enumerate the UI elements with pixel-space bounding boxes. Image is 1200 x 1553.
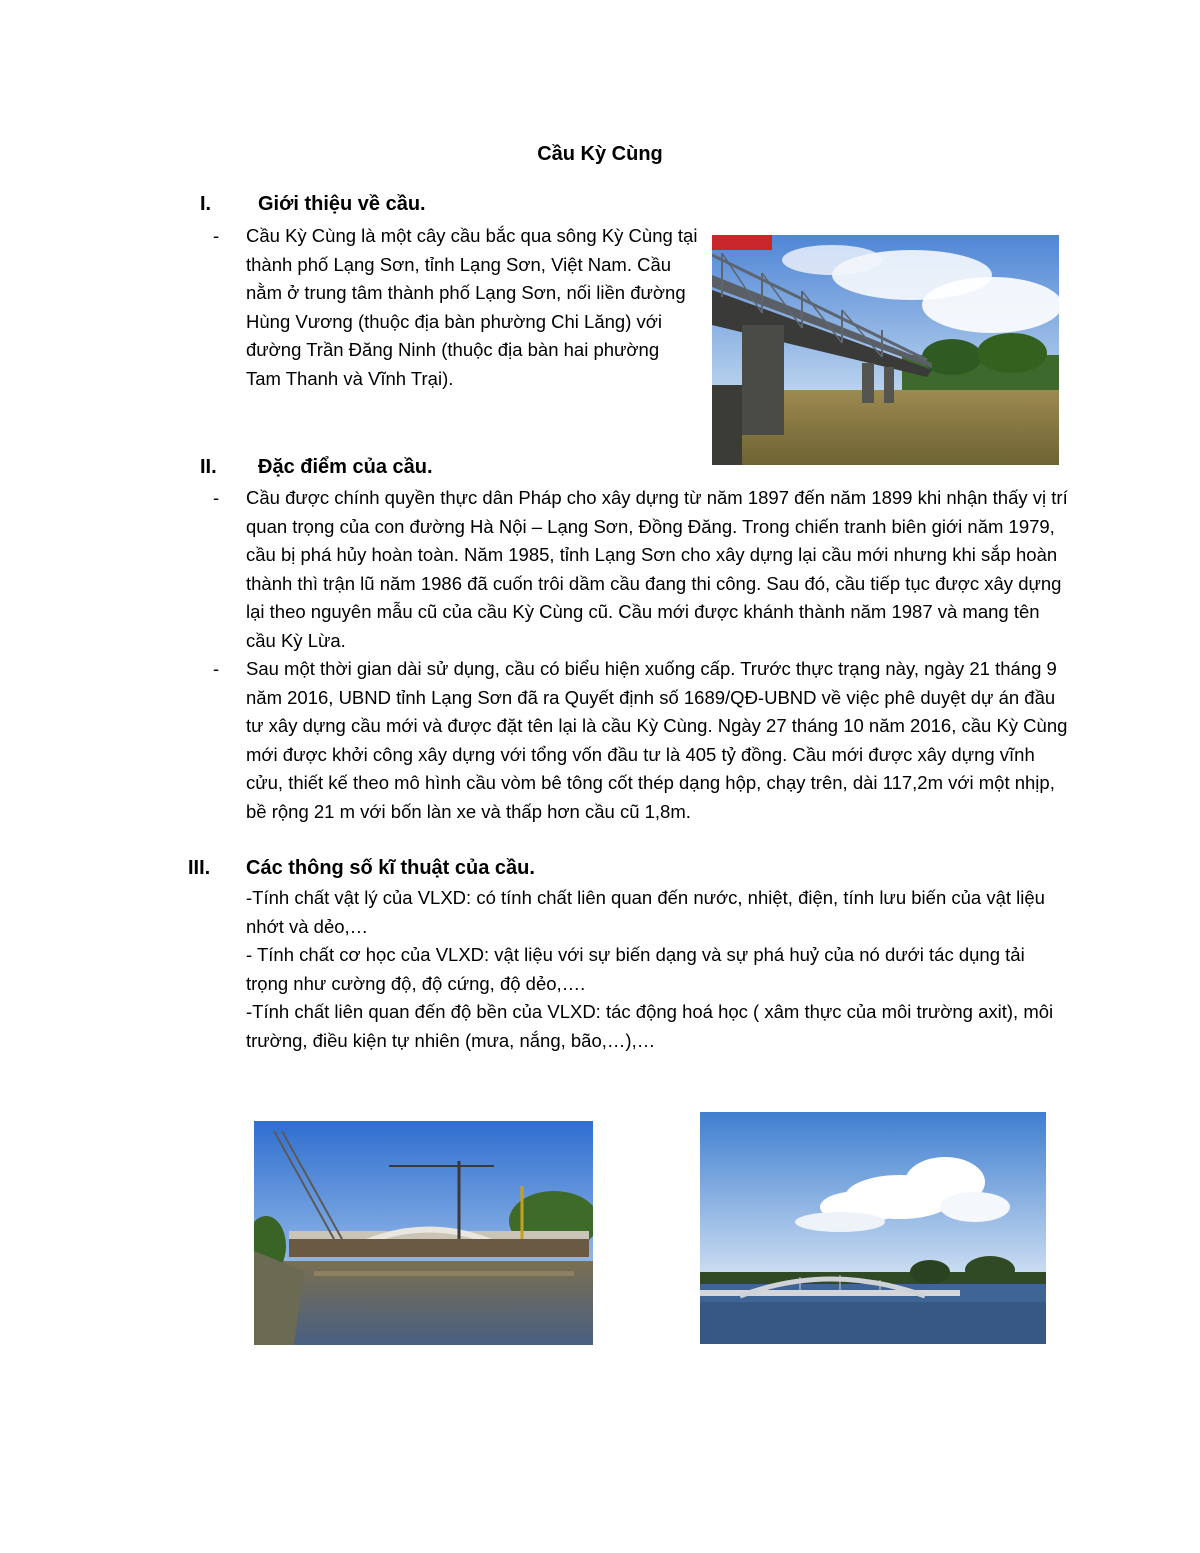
section-2-numeral: II. (200, 456, 217, 478)
section-1-bullet-1-text: Cầu Kỳ Cùng là một cây cầu bắc qua sông Kỳ Cùng tại thành phố Lạng Sơn, tỉnh Lạng Sơn, Việt Nam. Cầu nằm ở trung tâm thành phố Lạng Sơn, nối liền đường Hùng Vương (thuộc địa bàn phường Chi Lăng) với đường Trần Đăng Ninh (thuộc địa bàn hai phường Tam Thanh và Vĩnh Trại). (246, 225, 698, 389)
section-3-title: Các thông số kĩ thuật của cầu. (246, 857, 535, 879)
section-1-numeral: I. (200, 193, 212, 215)
new-bridge-photo (700, 1112, 1046, 1344)
section-1-title: Giới thiệu về cầu. (258, 193, 426, 215)
section-2-title: Đặc điểm của cầu. (258, 456, 433, 478)
section-2-bullet-1-text: Cầu được chính quyền thực dân Pháp cho xây dựng từ năm 1897 đến năm 1899 khi nhận thấy vị trí quan trọng của con đường Hà Nội – Lạng Sơn, Đồng Đăng. Trong chiến tranh biên giới năm 1979, cầu bị phá hủy hoàn toàn. Năm 1985, tỉnh Lạng Sơn cho xây dựng lại cầu mới nhưng khi sắp hoàn thành thì trận lũ năm 1986 đã cuốn trôi dầm cầu đang thi công. Sau đó, cầu tiếp tục được xây dựng lại theo nguyên mẫu cũ của cầu Kỳ Cùng cũ. Cầu mới được khánh thành năm 1987 và mang tên cầu Kỳ Lừa. (246, 487, 1068, 651)
bullet-dash: - (213, 487, 220, 508)
section-3-line-2: - Tính chất cơ học của VLXD: vật liệu với sự biến dạng và sự phá huỷ của nó dưới tác dụng tải trọng như cường độ, độ cứng, độ dẻo,…. (246, 944, 1025, 994)
section-3-heading (188, 857, 788, 885)
construction-photo (254, 1121, 593, 1345)
section-2-bullet-2-text: Sau một thời gian dài sử dụng, cầu có biểu hiện xuống cấp. Trước thực trạng này, ngày 21 tháng 9 năm 2016, UBND tỉnh Lạng Sơn đã ra Quyết định số 1689/QĐ-UBND về việc phê duyệt dự án đầu tư xây dựng cầu mới và được đặt tên lại là cầu Kỳ Cùng. Ngày 27 tháng 10 năm 2016, cầu Kỳ Cùng mới được khởi công xây dựng với tổng vốn đầu tư là 405 tỷ đồng. Cầu mới được xây dựng vĩnh cửu, thiết kế theo mô hình cầu vòm bê tông cốt thép dạng hộp, chạy trên, dài 117,2m với một nhịp, bề rộng 21 m với bốn làn xe và thấp hơn cầu cũ 1,8m. (246, 658, 1068, 822)
bullet-dash: - (213, 225, 220, 246)
section-3-line-1: -Tính chất vật lý của VLXD: có tính chất liên quan đến nước, nhiệt, điện, tính lưu biến của vật liệu nhớt và dẻo,… (246, 887, 1045, 937)
steel-truss-bridge-icon (712, 235, 1059, 465)
arch-bridge-clouds-icon (700, 1112, 1046, 1344)
page-title: Cầu Kỳ Cùng (537, 143, 663, 165)
section-3-line-3: -Tính chất liên quan đến độ bền của VLXD: tác động hoá học ( xâm thực của môi trường axit), môi trường, điều kiện tự nhiên (mưa, nắng, bão,…),… (246, 1001, 1054, 1051)
section-1-heading (200, 193, 700, 221)
bullet-dash: - (213, 658, 220, 679)
section-2-heading (200, 456, 700, 484)
old-bridge-photo (712, 235, 1059, 465)
section-2-bullet-2 (213, 655, 1068, 855)
section-1-bullet-1 (213, 222, 698, 392)
section-2-bullet-1 (213, 484, 1068, 656)
section-3-numeral: III. (188, 857, 211, 879)
bridge-construction-crane-icon (254, 1121, 593, 1345)
